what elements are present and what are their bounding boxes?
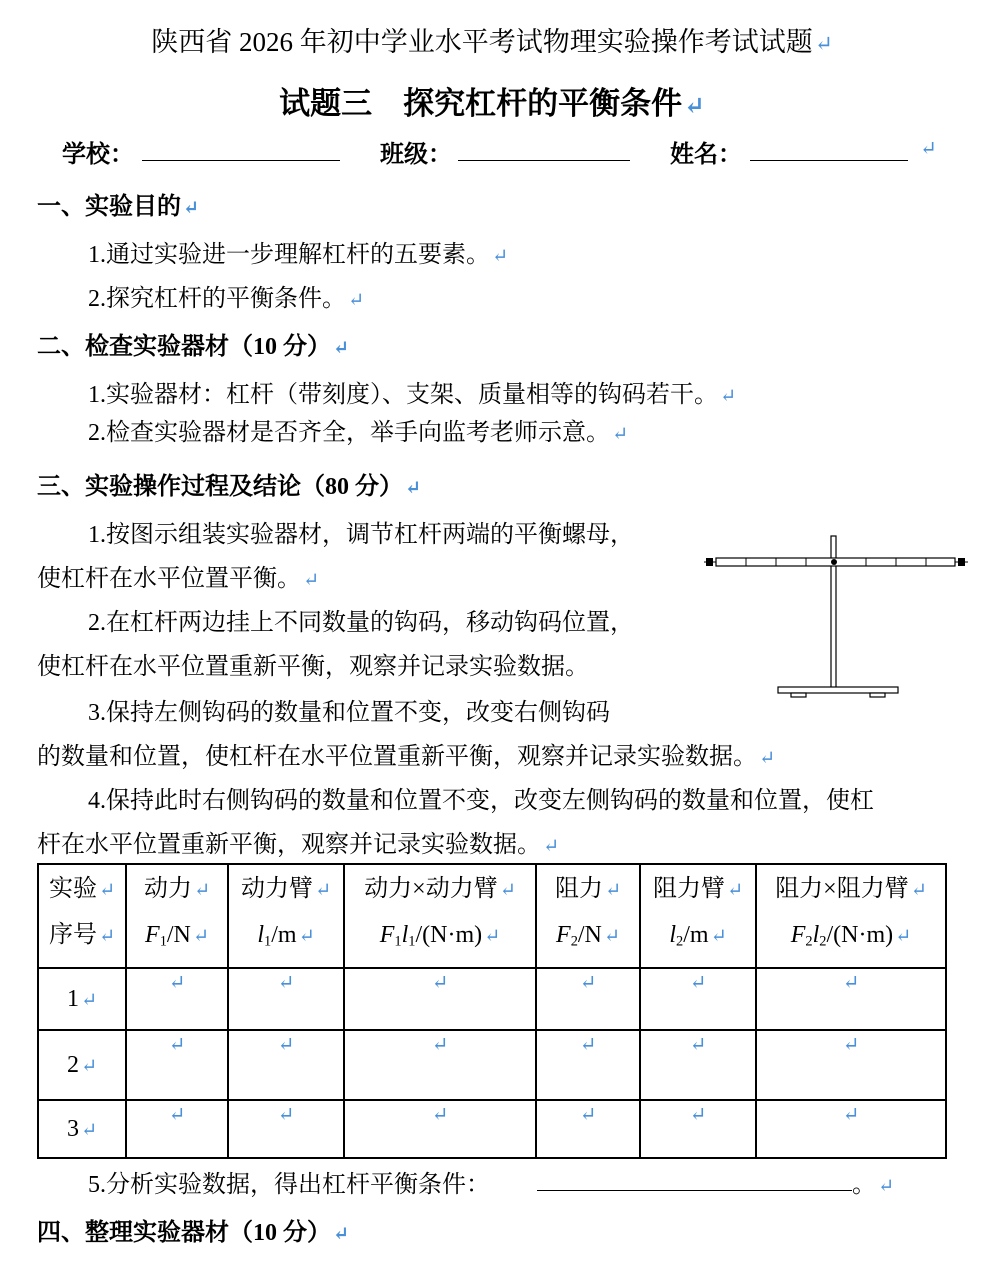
table-cell[interactable] (344, 1100, 536, 1158)
right-balance-nut (958, 558, 965, 566)
header-cell: 动力 ↵ $F_1/N$ ↵ (126, 864, 228, 968)
table-row (38, 1030, 946, 1100)
table-cell[interactable] (126, 968, 228, 1030)
list-item: 1.实验器材：杠杆（带刻度）、支架、质量相等的钩码若干。 ↵ (88, 374, 736, 409)
experiment-title: 试题三 探究杠杆的平衡条件 ↵ (0, 78, 984, 123)
list-item: 杆在水平位置重新平衡，观察并记录实验数据。 ↵ (37, 824, 559, 859)
data-table (37, 863, 947, 1159)
table-cell[interactable] (756, 968, 946, 1030)
table-cell[interactable] (536, 1100, 640, 1158)
class-field[interactable] (458, 160, 630, 161)
row-number: 1 ↵ (38, 968, 126, 1030)
support-base (778, 687, 898, 693)
table-cell[interactable] (228, 968, 344, 1030)
header-cell: 动力×动力臂 ↵ $F_1l_1/(N\cdot m)$ ↵ (344, 864, 536, 968)
name-field[interactable] (750, 160, 908, 161)
table-cell[interactable] (756, 1100, 946, 1158)
row-number: 2 ↵ (38, 1030, 126, 1100)
section-heading: 四、整理实验器材（10 分） ↵ (37, 1212, 349, 1247)
table-cell[interactable] (640, 1030, 756, 1100)
list-item: 使杠杆在水平位置平衡。 ↵ (37, 558, 319, 593)
list-item: 4.保持此时右侧钩码的数量和位置不变，改变左侧钩码的数量和位置，使杠 (88, 788, 874, 814)
table-cell[interactable] (756, 1030, 946, 1100)
header-cell: 阻力 ↵ $F_2/N$ ↵ (536, 864, 640, 968)
table-row (38, 968, 946, 1030)
class-label: 班级： (380, 142, 452, 168)
name-label: 姓名： (670, 142, 742, 168)
section-heading: 一、实验目的 ↵ (37, 186, 199, 221)
header-cell: 动力臂 ↵ $l_1/m$ ↵ (228, 864, 344, 968)
table-cell[interactable] (344, 968, 536, 1030)
conclusion-answer-field[interactable] (537, 1190, 852, 1191)
table-header-row (38, 864, 946, 968)
header-cell: 阻力臂 ↵ $l_2/m$ ↵ (640, 864, 756, 968)
document-title: 陕西省 2026 年初中学业水平考试物理实验操作考试试题 ↵ (0, 20, 984, 59)
header-cell: 阻力×阻力臂 ↵ $F_2l_2/(N\cdot m)$ ↵ (756, 864, 946, 968)
list-item: 2.探究杠杆的平衡条件。 ↵ (88, 278, 364, 313)
table-cell[interactable] (536, 1030, 640, 1100)
pivot (831, 559, 837, 565)
table-cell[interactable] (640, 1100, 756, 1158)
list-item: 1.按图示组装实验器材，调节杠杆两端的平衡螺母， (88, 522, 634, 548)
period: 。 ↵ (852, 1164, 894, 1199)
lever-apparatus-diagram (700, 530, 980, 705)
table-cell[interactable] (536, 968, 640, 1030)
list-item: 3.保持左侧钩码的数量和位置不变，改变右侧钩码 (88, 700, 610, 726)
list-item: 使杠杆在水平位置重新平衡，观察并记录实验数据。 (37, 654, 589, 680)
section-heading: 二、检查实验器材（10 分） ↵ (37, 326, 349, 361)
row-number: 3 ↵ (38, 1100, 126, 1158)
table-cell[interactable] (126, 1100, 228, 1158)
list-item: 的数量和位置，使杠杆在水平位置重新平衡，观察并记录实验数据。 ↵ (37, 736, 775, 771)
section-heading: 三、实验操作过程及结论（80 分） ↵ (37, 466, 421, 501)
table-cell[interactable] (640, 968, 756, 1030)
header-cell: 实验 ↵ 序号 ↵ (38, 864, 126, 968)
list-item: 5.分析实验数据，得出杠杆平衡条件： (88, 1172, 490, 1198)
school-label: 学校： (62, 142, 134, 168)
table-cell[interactable] (228, 1100, 344, 1158)
table-cell[interactable] (126, 1030, 228, 1100)
table-cell[interactable] (344, 1030, 536, 1100)
table-cell[interactable] (228, 1030, 344, 1100)
left-balance-nut (706, 558, 713, 566)
list-item: 1.通过实验进一步理解杠杆的五要素。 ↵ (88, 234, 508, 269)
paragraph-mark (920, 136, 937, 161)
list-item: 2.在杠杆两边挂上不同数量的钩码，移动钩码位置， (88, 610, 634, 636)
table-row (38, 1100, 946, 1158)
list-item: 2.检查实验器材是否齐全，举手向监考老师示意。 ↵ (88, 412, 628, 447)
school-field[interactable] (142, 160, 340, 161)
